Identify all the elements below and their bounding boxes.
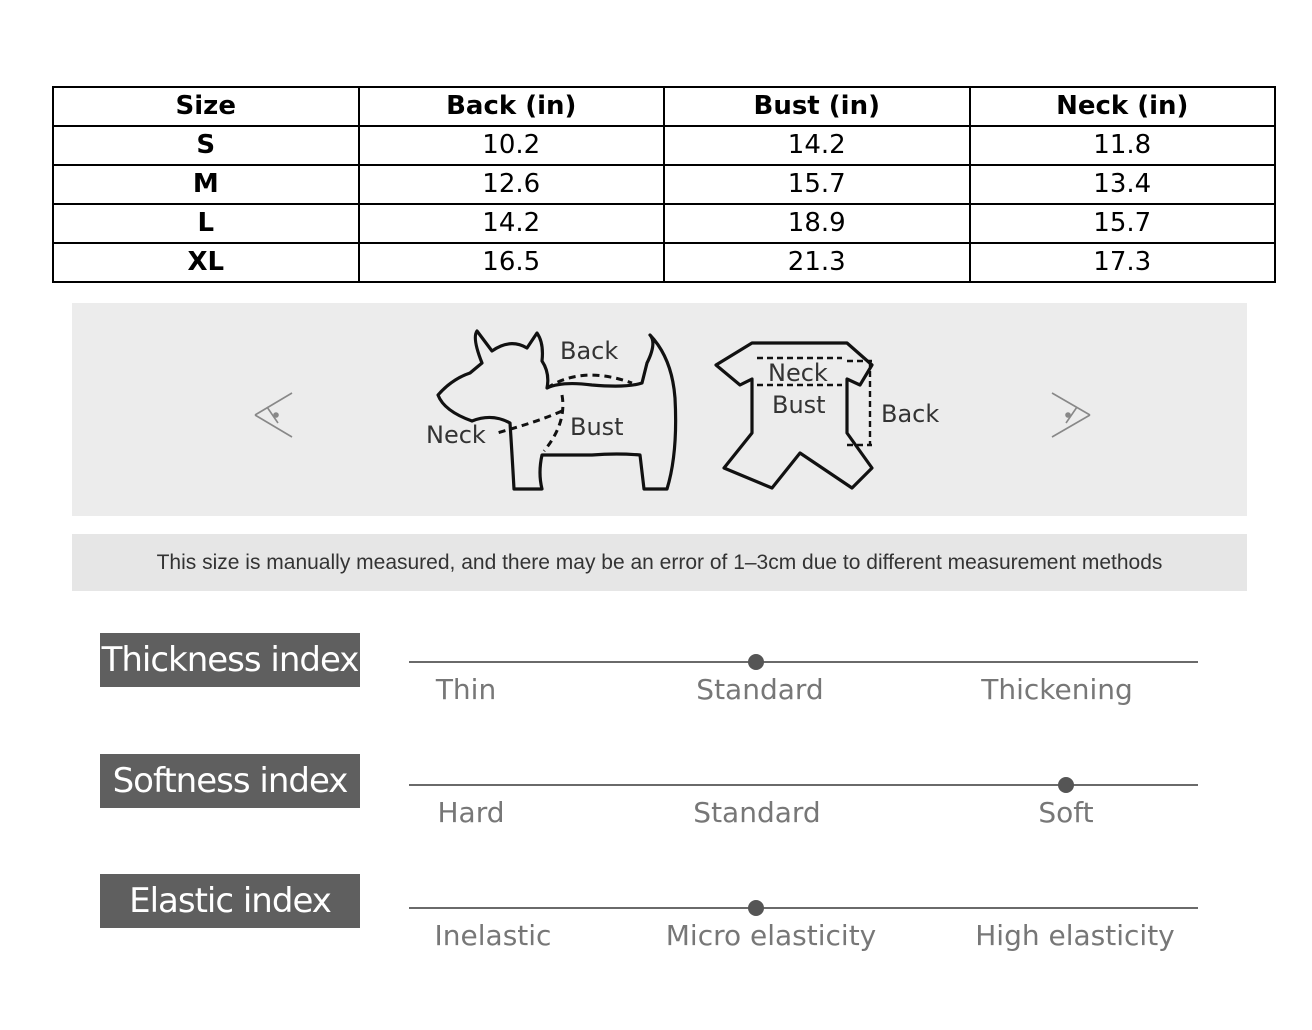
table-header-row: [53, 87, 1275, 126]
elastic-option-micro: Micro elasticity: [665, 919, 877, 952]
softness-option-hard: Hard: [437, 796, 505, 829]
header-neck: Neck (in): [970, 87, 1276, 126]
softness-index-track: [409, 784, 1198, 786]
elastic-index-track: [409, 907, 1198, 909]
softness-index-marker: [1058, 777, 1074, 793]
header-bust: Bust (in): [664, 87, 970, 126]
size-cell: M: [53, 165, 359, 204]
diagram-graphics: [72, 303, 1247, 516]
neck-cell: 11.8: [970, 126, 1276, 165]
table-row: [53, 165, 1275, 204]
softness-index-label: Softness index: [100, 754, 360, 808]
size-cell: XL: [53, 243, 359, 282]
garment-back-label: Back: [881, 400, 940, 428]
elastic-index-label: Elastic index: [100, 874, 360, 928]
measurement-note-text: This size is manually measured, and there may be an error of 1–3cm due to different measurement methods: [156, 550, 1163, 574]
garment-neck-label: Neck: [768, 359, 828, 387]
measurement-diagram: [72, 303, 1247, 516]
dog-bust-label: Bust: [570, 413, 624, 441]
garment-bust-label: Bust: [772, 391, 826, 419]
thickness-option-standard: Standard: [696, 673, 824, 706]
bust-cell: 21.3: [664, 243, 970, 282]
bust-cell: 15.7: [664, 165, 970, 204]
thickness-index-label: Thickness index: [100, 633, 360, 687]
neck-cell: 15.7: [970, 204, 1276, 243]
size-chart-table: [52, 86, 1276, 283]
header-back: Back (in): [359, 87, 665, 126]
thickness-option-thickening: Thickening: [981, 673, 1133, 706]
size-cell: L: [53, 204, 359, 243]
dog-silhouette-icon: [438, 331, 676, 489]
measurement-note-bar: [72, 534, 1247, 591]
header-size: Size: [53, 87, 359, 126]
bust-cell: 18.9: [664, 204, 970, 243]
bust-cell: 14.2: [664, 126, 970, 165]
back-cell: 16.5: [359, 243, 665, 282]
elastic-index-marker: [748, 900, 764, 916]
dog-back-label: Back: [560, 337, 619, 365]
elastic-option-high: High elasticity: [975, 919, 1175, 952]
back-cell: 14.2: [359, 204, 665, 243]
size-cell: S: [53, 126, 359, 165]
table-row: [53, 243, 1275, 282]
softness-option-standard: Standard: [693, 796, 821, 829]
back-cell: 10.2: [359, 126, 665, 165]
table-row: [53, 126, 1275, 165]
back-cell: 12.6: [359, 165, 665, 204]
neck-cell: 13.4: [970, 165, 1276, 204]
next-arrow-icon[interactable]: [1052, 393, 1090, 437]
neck-cell: 17.3: [970, 243, 1276, 282]
prev-arrow-icon[interactable]: [255, 393, 292, 437]
thickness-option-thin: Thin: [435, 673, 497, 706]
dog-neck-label: Neck: [426, 421, 486, 449]
thickness-index-marker: [748, 654, 764, 670]
softness-option-soft: Soft: [1038, 796, 1094, 829]
elastic-option-inelastic: Inelastic: [434, 919, 552, 952]
thickness-index-track: [409, 661, 1198, 663]
table-row: [53, 204, 1275, 243]
